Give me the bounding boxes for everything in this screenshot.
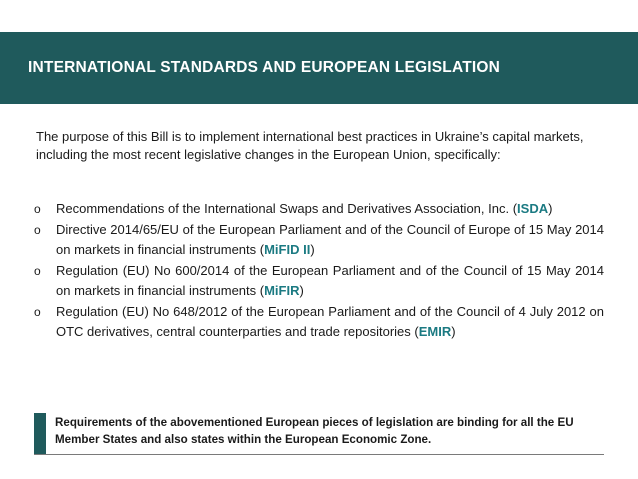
list-item-close: )	[451, 324, 456, 339]
list-item-close: )	[548, 201, 553, 216]
bullet-marker: o	[34, 202, 41, 216]
list-item	[34, 220, 604, 261]
intro-paragraph: The purpose of this Bill is to implement international best practices in Ukraine’s capital markets, including the most recent legislative changes in the European Union, specifically:	[36, 129, 584, 162]
list-item-text: Directive 2014/65/EU of the European Parliament and of the Council of Europe of 15 May 2014 on markets in financial instruments (	[56, 221, 604, 257]
list-item-close: )	[299, 283, 304, 298]
list-item-close: )	[310, 242, 315, 257]
list-item-abbreviation: MiFID II	[264, 242, 311, 257]
legislation-list	[34, 199, 604, 343]
title-bar	[0, 32, 638, 104]
list-item-text: Regulation (EU) No 600/2014 of the European Parliament and of the Council of 15 May 2014 on markets in financial instruments (	[56, 262, 604, 298]
list-item-text: Regulation (EU) No 648/2012 of the European Parliament and of the Council of 4 July 2012 on OTC derivatives, central counterparties and trade repositories (	[56, 303, 604, 339]
note-box	[34, 413, 604, 455]
list-item-abbreviation: EMIR	[418, 324, 452, 339]
list-item-abbreviation: MiFIR	[264, 283, 300, 298]
bullet-marker: o	[34, 222, 41, 237]
list-item-abbreviation: ISDA	[517, 201, 549, 216]
bullet-marker: o	[34, 263, 41, 278]
note-accent-bar	[34, 413, 46, 454]
list-item	[34, 199, 604, 220]
note-text: Requirements of the abovementioned European pieces of legislation are binding for all the EU Member States and also states within the European Economic Zone.	[55, 416, 574, 446]
list-item	[34, 302, 604, 343]
list-item	[34, 261, 604, 302]
slide-title: INTERNATIONAL STANDARDS AND EUROPEAN LEGISLATION	[28, 59, 501, 76]
list-item-text: Recommendations of the International Swaps and Derivatives Association, Inc. (	[56, 201, 518, 216]
bullet-marker: o	[34, 304, 41, 319]
